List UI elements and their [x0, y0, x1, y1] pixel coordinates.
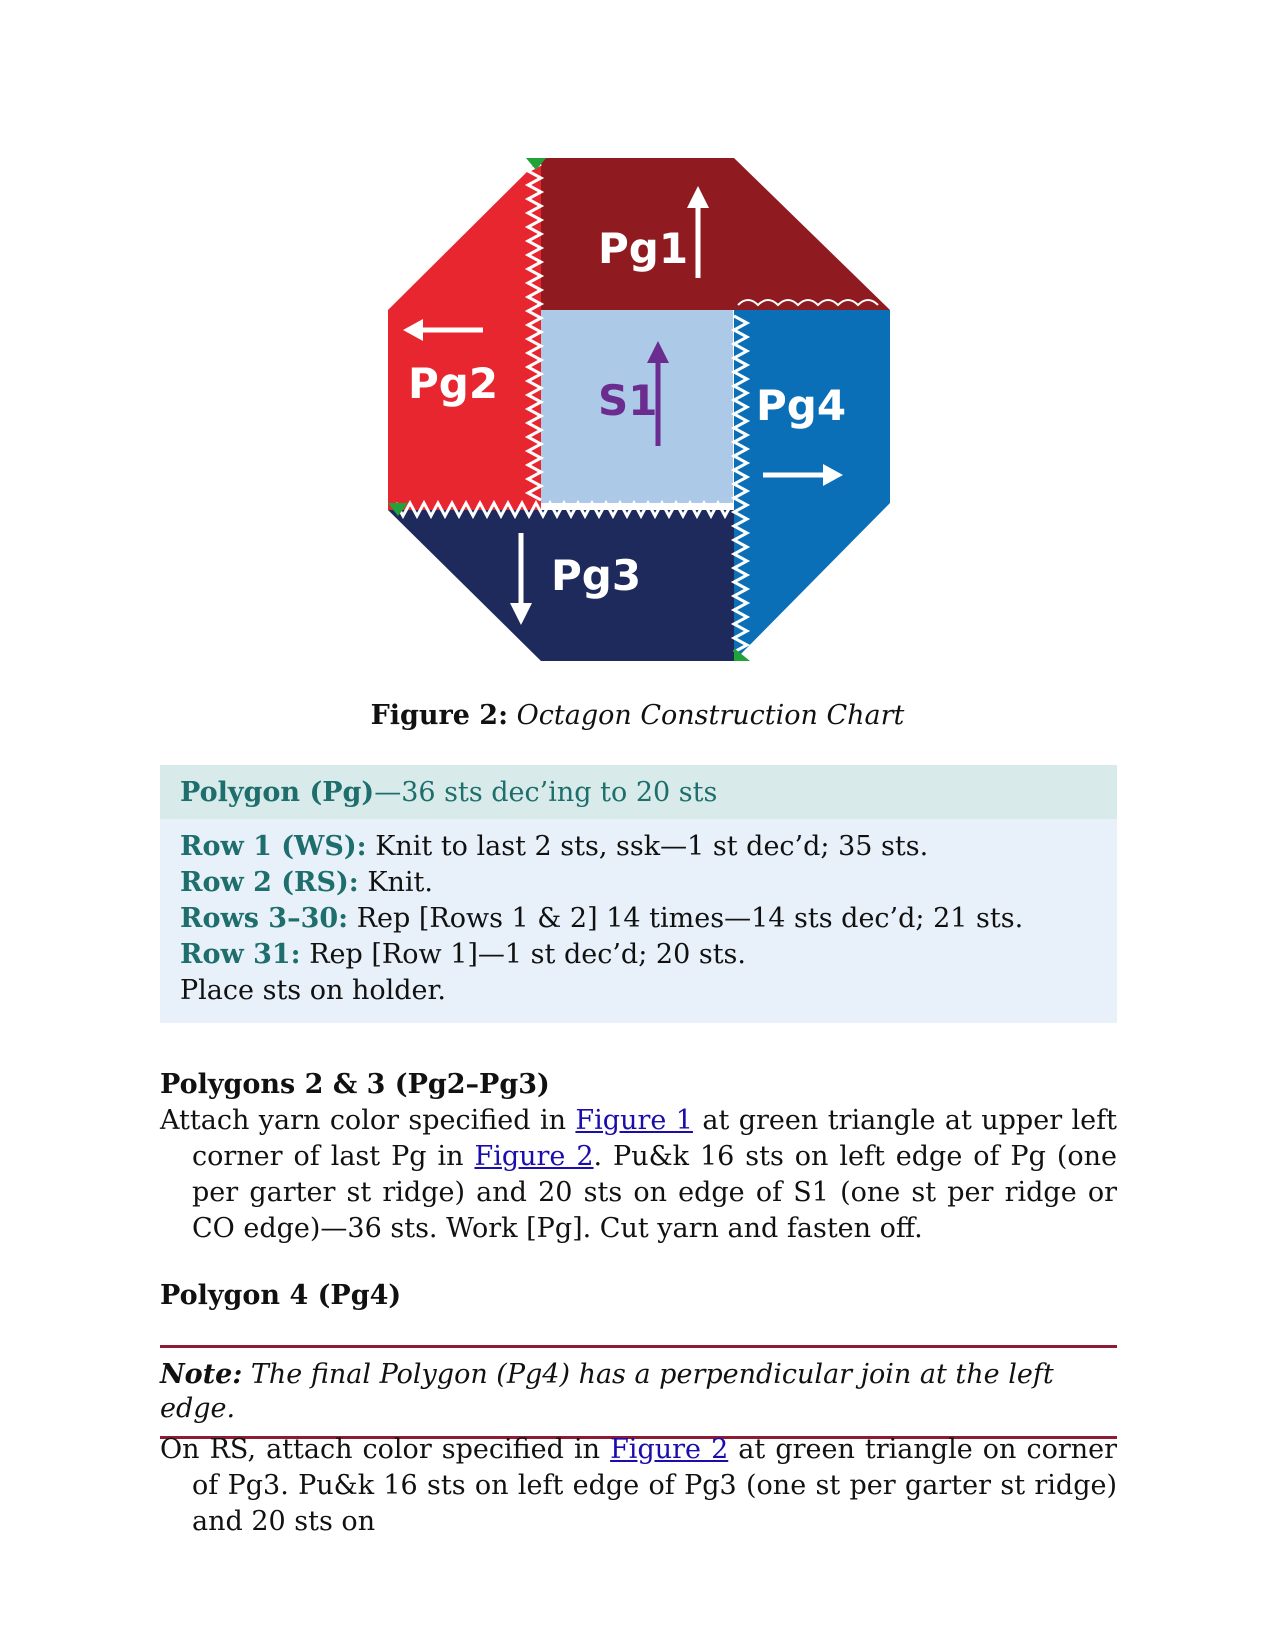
row-text: Knit to last 2 sts, ssk—1 st dec’d; 35 sts. [366, 831, 929, 862]
section-paragraph [160, 1103, 1117, 1247]
polygon-instructions-box [160, 765, 1117, 1023]
section-polygons-2-3 [160, 1067, 1117, 1247]
label-pg1: Pg1 [598, 224, 689, 273]
row-text: Knit. [358, 867, 433, 898]
instruction-row [180, 829, 1097, 865]
polygon-box-header-rest: —36 sts dec’ing to 20 sts [374, 777, 718, 808]
row-label: Rows 3–30: [180, 903, 349, 934]
text-run: On RS, attach color specified in [160, 1434, 611, 1465]
figure-1-link[interactable]: Figure 1 [575, 1105, 693, 1136]
row-text: Rep [Rows 1 & 2] 14 times—14 sts dec’d; 21 sts. [348, 903, 1024, 934]
instruction-row [180, 901, 1097, 937]
instruction-closing: Place sts on holder. [180, 975, 447, 1006]
text-run: at green triangle on corner of Pg3. Pu&k 16 sts on left edge of Pg3 (one st per garter st ridge) and 20 sts on [192, 1434, 1118, 1537]
octagon-construction-chart [388, 158, 890, 661]
caption-label: Figure 2: [370, 700, 509, 731]
row-label: Row 1 (WS): [180, 831, 367, 862]
polygon-box-body [160, 819, 1117, 1023]
pg4-region [734, 310, 890, 661]
section-heading: Polygon 4 (Pg4) [160, 1280, 402, 1311]
label-pg2: Pg2 [408, 359, 499, 408]
octagon-chart-svg [388, 158, 890, 661]
instruction-row [180, 865, 1097, 901]
row-label: Row 2 (RS): [180, 867, 359, 898]
label-pg3: Pg3 [551, 551, 642, 600]
row-label: Row 31: [180, 939, 301, 970]
section-heading: Polygons 2 & 3 (Pg2–Pg3) [160, 1069, 550, 1100]
note-text: The final Polygon (Pg4) has a perpendicular join at the left edge. [160, 1359, 1054, 1424]
figure-caption [0, 700, 1275, 731]
section-final-paragraph [160, 1432, 1117, 1540]
figure-2-link[interactable]: Figure 2 [474, 1141, 594, 1172]
section-polygon-4 [160, 1278, 1117, 1314]
caption-title: Octagon Construction Chart [516, 700, 905, 731]
text-run: . Pu&k 16 sts on left edge of Pg (one per garter st ridge) and 20 sts on edge of S1 (one st per ridge or CO edge)—36 sts. Work [Pg]. Cut yarn and fasten off. [192, 1141, 1117, 1244]
figure-2-link[interactable]: Figure 2 [610, 1434, 729, 1465]
section-paragraph [160, 1432, 1117, 1540]
polygon-box-header-bold: Polygon (Pg) [180, 777, 375, 808]
polygon-box-header [160, 765, 1117, 819]
row-text: Rep [Row 1]—1 st dec’d; 20 sts. [300, 939, 746, 970]
note-label: Note: [160, 1359, 243, 1390]
label-pg4: Pg4 [756, 381, 847, 430]
note-box [160, 1345, 1117, 1439]
text-run: at green triangle at upper left corner of last Pg in [192, 1105, 1117, 1172]
text-run: Attach yarn color specified in [160, 1105, 576, 1136]
pg1-region [541, 158, 890, 310]
instruction-row [180, 937, 1097, 973]
label-s1: S1 [598, 376, 658, 425]
